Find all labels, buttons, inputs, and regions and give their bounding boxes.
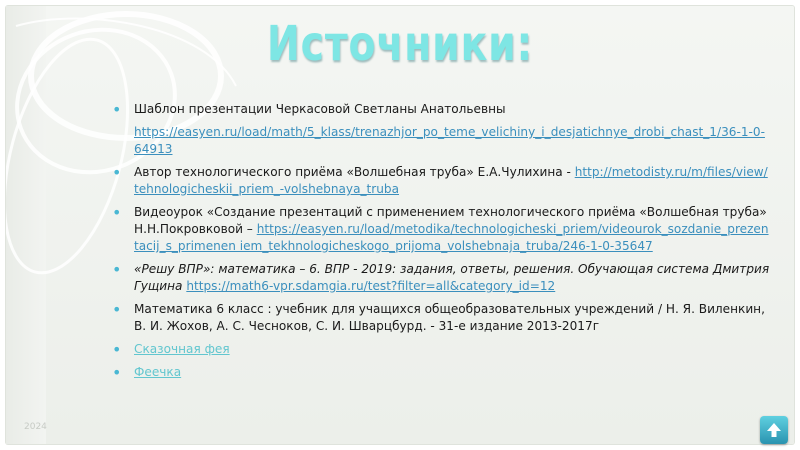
up-navigation-button[interactable] — [760, 416, 788, 444]
list-item — [108, 124, 772, 158]
source-link[interactable]: https://math6-vpr.sdamgia.ru/test?filter=all&category_id=12 — [186, 279, 556, 293]
up-arrow-icon — [765, 421, 783, 439]
page-title: Источники: — [266, 16, 534, 72]
footer-date: 2024 — [24, 422, 47, 432]
list-item — [108, 261, 772, 295]
sources-list — [108, 101, 772, 387]
list-item — [108, 301, 772, 335]
list-item — [108, 364, 772, 381]
list-item — [108, 204, 772, 255]
source-link[interactable]: https://easyen.ru/load/metodika/technologicheski_priem/videourok_sozdanie_prezentacij_s_primenen iem_tekhnologicheskogo_prijoma_volshebnaja_truba/246-1-0-35647 — [134, 222, 769, 253]
list-item-text: Автор технологического приёма «Волшебная труба» Е.А.Чулихина - — [134, 165, 575, 179]
source-link[interactable]: Феечка — [134, 365, 182, 379]
list-item-text: Математика 6 класс : учебник для учащихся общеобразовательных учреждений / Н. Я. Виленкин, В. И. Жохов, А. С. Чесноков, С. И. Шварцбурд. - 31-е издание 2013-2017г — [134, 302, 765, 333]
list-item — [108, 341, 772, 358]
list-item-text: Видеоурок «Создание презентаций с применением технологического приёма «Волшебная труба» Н.Н.Покровковой – — [134, 205, 767, 236]
list-item-text: «Решу ВПР»: математика – 6. ВПР - 2019: задания, ответы, решения. Обучающая система Дмитрия Гущина — [134, 262, 770, 293]
list-item-text: Шаблон презентации Черкасовой Светланы Анатольевны — [134, 102, 506, 116]
source-link[interactable]: http://metodisty.ru/m/files/view/tehnologicheskii_priem_-volshebnaya_truba — [134, 165, 768, 196]
source-link[interactable]: https://easyen.ru/load/math/5_klass/trenazhjor_po_teme_velichiny_i_desjatichnye_drobi_chast_1/36-1-0-64913 — [134, 125, 765, 156]
list-item — [108, 101, 772, 118]
source-link[interactable]: Сказочная фея — [134, 342, 230, 356]
list-item — [108, 164, 772, 198]
